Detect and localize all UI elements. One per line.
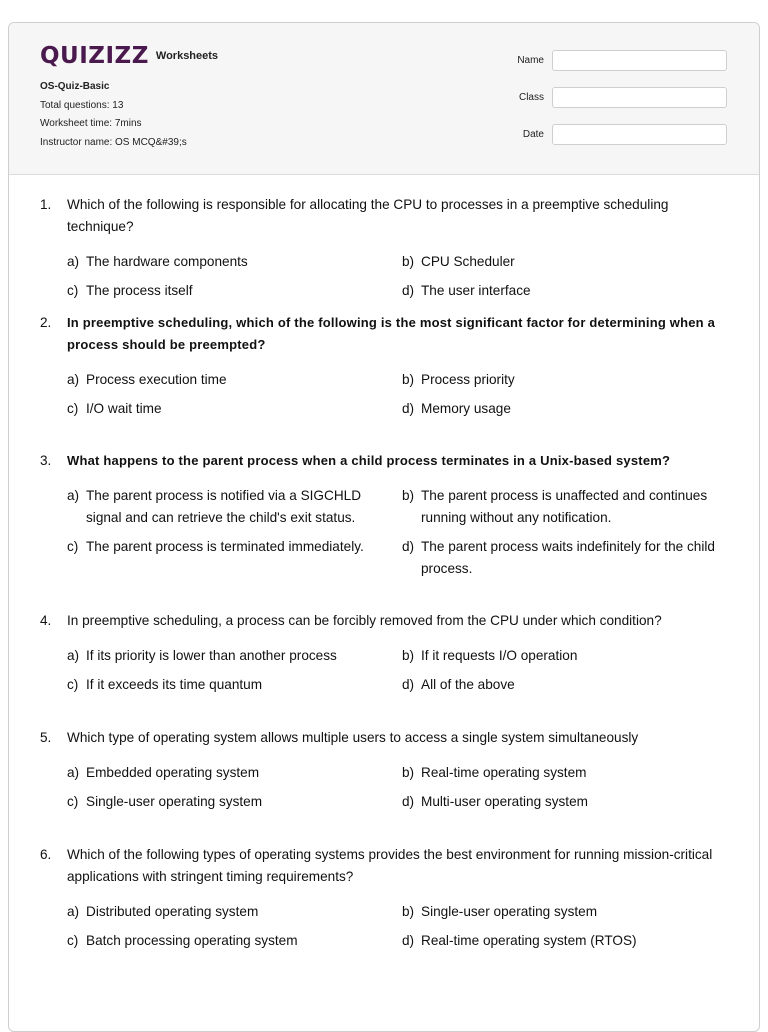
question-number: 2.	[40, 315, 52, 330]
options	[67, 251, 730, 302]
option-letter: c)	[67, 933, 79, 948]
option-letter: c)	[67, 794, 79, 809]
worksheet-meta	[40, 80, 187, 154]
options	[67, 485, 730, 580]
question-text: What happens to the parent process when a child process terminates in a Unix-based system?	[67, 453, 671, 468]
option-letter: d)	[402, 794, 415, 809]
option-b	[402, 762, 737, 784]
date-field[interactable]	[552, 124, 727, 145]
option-text: Single-user operating system	[86, 794, 263, 809]
option-b	[402, 369, 737, 391]
name-field[interactable]	[552, 50, 727, 71]
option-text: Process execution time	[86, 372, 227, 387]
option-letter: c)	[67, 539, 79, 554]
option-d	[402, 536, 737, 580]
question-text: In preemptive scheduling, a process can be forcibly removed from the CPU under which condition?	[67, 613, 662, 628]
option-letter: c)	[67, 283, 79, 298]
option-text: Single-user operating system	[421, 904, 598, 919]
option-d	[402, 280, 737, 302]
option-letter: a)	[67, 904, 80, 919]
option-b	[402, 901, 737, 923]
option-text: Batch processing operating system	[86, 933, 298, 948]
option-text: Process priority	[421, 372, 515, 387]
question-3	[40, 450, 730, 580]
option-text: If it exceeds its time quantum	[86, 677, 263, 692]
question-number: 5.	[40, 730, 52, 745]
option-letter: a)	[67, 254, 80, 269]
brand	[40, 43, 218, 69]
option-c	[67, 536, 402, 580]
option-a	[67, 901, 402, 923]
options	[67, 645, 730, 696]
option-letter: a)	[67, 488, 80, 503]
option-d	[402, 791, 737, 813]
date-field-row	[502, 124, 727, 145]
worksheet-title: OS-Quiz-Basic	[40, 81, 110, 92]
question-number: 4.	[40, 613, 52, 628]
option-text: Memory usage	[421, 401, 511, 416]
option-text: The hardware components	[86, 254, 248, 269]
name-label: Name	[517, 55, 544, 66]
option-text: The parent process is terminated immediately.	[86, 539, 364, 554]
option-a	[67, 645, 402, 667]
option-c	[67, 280, 402, 302]
option-text: The user interface	[421, 283, 531, 298]
option-b	[402, 251, 737, 273]
question-text: Which type of operating system allows multiple users to access a single system simultaneously	[67, 730, 639, 745]
option-letter: d)	[402, 539, 415, 554]
class-field[interactable]	[552, 87, 727, 108]
option-text: All of the above	[421, 677, 515, 692]
option-letter: b)	[402, 372, 415, 387]
question-number: 1.	[40, 197, 52, 212]
option-text: Embedded operating system	[86, 765, 260, 780]
option-letter: d)	[402, 933, 415, 948]
option-c	[67, 791, 402, 813]
worksheet-time: Worksheet time: 7mins	[40, 118, 142, 130]
option-text: The parent process is notified via a SIGCHLD signal and can retrieve the child's exit status.	[86, 488, 362, 525]
option-letter: b)	[402, 648, 415, 663]
option-b	[402, 485, 737, 529]
option-d	[402, 674, 737, 696]
option-a	[67, 369, 402, 391]
option-text: I/O wait time	[86, 401, 162, 416]
total-questions: Total questions: 13	[40, 99, 124, 111]
instructor-name: Instructor name: OS MCQ&#39;s	[40, 136, 187, 148]
option-text: The process itself	[86, 283, 193, 298]
question-4	[40, 610, 730, 696]
question-text: Which of the following types of operating systems provides the best environment for running mission-critical applications with stringent timing requirements?	[67, 847, 713, 884]
option-letter: b)	[402, 765, 415, 780]
option-d	[402, 930, 737, 952]
question-1	[40, 194, 730, 302]
option-text: If its priority is lower than another process	[86, 648, 337, 663]
option-text: If it requests I/O operation	[421, 648, 578, 663]
question-text: In preemptive scheduling, which of the following is the most significant factor for determining when a process should be preempted?	[67, 315, 716, 352]
options	[67, 369, 730, 420]
option-letter: d)	[402, 283, 415, 298]
options	[67, 762, 730, 813]
question-2	[40, 312, 730, 420]
option-d	[402, 398, 737, 420]
option-a	[67, 485, 402, 529]
question-number: 6.	[40, 847, 52, 862]
option-text: The parent process waits indefinitely for the child process.	[421, 539, 715, 576]
option-letter: a)	[67, 648, 80, 663]
option-c	[67, 930, 402, 952]
question-6	[40, 844, 730, 952]
option-text: Real-time operating system (RTOS)	[421, 933, 637, 948]
class-label: Class	[518, 92, 544, 103]
option-letter: b)	[402, 904, 415, 919]
option-text: Multi-user operating system	[421, 794, 588, 809]
quizizz-logo: QUIZIZZ	[40, 43, 149, 69]
date-label: Date	[522, 129, 544, 140]
option-letter: a)	[67, 765, 80, 780]
option-a	[67, 251, 402, 273]
option-letter: d)	[402, 401, 415, 416]
class-field-row	[502, 87, 727, 108]
option-b	[402, 645, 737, 667]
option-letter: c)	[67, 401, 79, 416]
worksheet-header	[9, 23, 759, 175]
question-number: 3.	[40, 453, 52, 468]
option-text: Real-time operating system	[421, 765, 587, 780]
option-text: Distributed operating system	[86, 904, 259, 919]
option-a	[67, 762, 402, 784]
option-letter: b)	[402, 488, 415, 503]
option-text: CPU Scheduler	[421, 254, 515, 269]
option-letter: c)	[67, 677, 79, 692]
question-5	[40, 727, 730, 813]
logo-subtitle: Worksheets	[155, 50, 219, 62]
question-text: Which of the following is responsible for allocating the CPU to processes in a preemptive scheduling technique?	[67, 197, 669, 234]
option-c	[67, 674, 402, 696]
option-text: The parent process is unaffected and continues running without any notification.	[421, 488, 708, 525]
option-letter: d)	[402, 677, 415, 692]
worksheet	[8, 22, 760, 1032]
option-letter: a)	[67, 372, 80, 387]
options	[67, 901, 730, 952]
name-field-row	[502, 50, 727, 71]
option-letter: b)	[402, 254, 415, 269]
option-c	[67, 398, 402, 420]
